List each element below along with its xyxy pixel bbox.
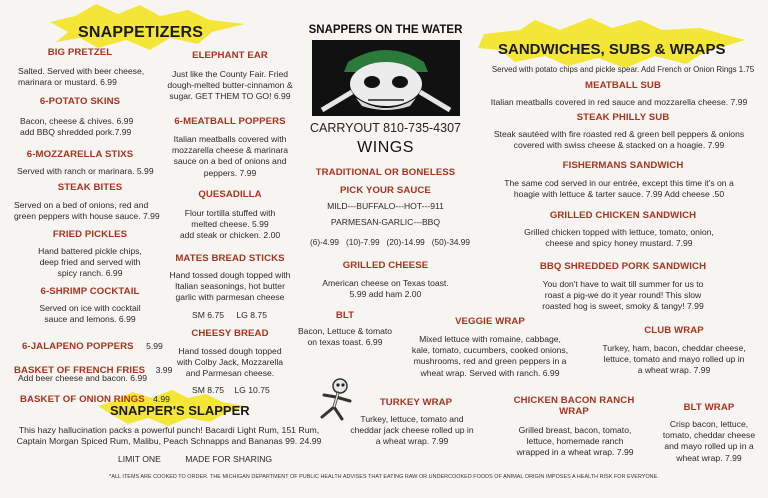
item-steak-philly bbox=[478, 112, 768, 123]
sandwiches-subtitle: Served with potato chips and pickle spear. Add French or Onion Rings 1.75 bbox=[491, 65, 755, 74]
item-desc: Italian meatballs covered in red sauce and mozzarella cheese. 7.99 bbox=[490, 97, 748, 107]
item-title: BLT WRAP bbox=[683, 402, 735, 413]
sauce-options bbox=[298, 201, 473, 228]
desc-line: melted cheese. 5.99 bbox=[191, 219, 269, 230]
desc-line: wheat wrap. 7.99 bbox=[676, 452, 742, 463]
slapper-header: SNAPPER'S SLAPPER bbox=[110, 403, 250, 418]
item-desc bbox=[470, 129, 768, 151]
desc-line: with Colby Jack, Mozzarella bbox=[176, 357, 284, 368]
item-desc bbox=[17, 166, 167, 177]
desc-line: wrapped in a wheat wrap. 7.99 bbox=[516, 447, 634, 458]
desc-line: You don't have to wait till summer for us to bbox=[542, 279, 704, 289]
item-title: TURKEY WRAP bbox=[379, 397, 453, 408]
sandwiches-header: SANDWICHES, SUBS & WRAPS bbox=[498, 41, 726, 58]
desc-line: Grilled chicken topped with lettuce, tomato, onion, bbox=[524, 227, 714, 237]
item-desc bbox=[155, 270, 305, 304]
desc-line: hoagie with lettuce & tarter sauce. 7.99 Add cheese .50 bbox=[513, 189, 725, 200]
sharing-note: MADE FOR SHARING bbox=[185, 454, 273, 464]
item-chicken-bacon-ranch-wrap bbox=[504, 395, 644, 417]
desc-line: Turkey, lettuce, tomato and bbox=[360, 414, 464, 424]
item-desc bbox=[14, 200, 174, 222]
desc-line: lettuce, tomato and mayo rolled up in bbox=[603, 354, 745, 365]
desc-line: peppers. 7.99 bbox=[203, 167, 257, 178]
desc-line: Grilled breast, bacon, tomato, bbox=[518, 425, 632, 435]
desc-line: Served with ranch or marinara. 5.99 bbox=[17, 166, 154, 176]
restaurant-title: SNAPPERS ON THE WATER bbox=[308, 24, 463, 36]
item-mozzarella-stixs bbox=[0, 149, 160, 160]
desc-line: Steak sautéed with fire roasted red & green bell peppers & onions bbox=[493, 129, 745, 139]
desc-line: roast a pig-we do it year round! This slow bbox=[544, 290, 702, 301]
desc-line: mushrooms, red and green peppers in a bbox=[413, 356, 567, 367]
item-desc bbox=[0, 303, 180, 325]
item-desc bbox=[500, 425, 650, 459]
item-meatball-poppers bbox=[165, 116, 295, 127]
item-size-prices bbox=[192, 310, 267, 321]
item-title: BIG PRETZEL bbox=[47, 47, 113, 58]
item-title: 6-POTATO SKINS bbox=[39, 96, 121, 107]
desc-line: wheat wrap. Served with ranch. 6.99 bbox=[420, 367, 560, 378]
item-title: FISHERMANS SANDWICH bbox=[562, 160, 684, 171]
item-shrimp-cocktail bbox=[0, 286, 180, 297]
item-big-pretzel bbox=[0, 47, 160, 58]
item-bbq-pork bbox=[478, 261, 768, 272]
carryout-phone: CARRYOUT 810-735-4307 bbox=[309, 121, 461, 135]
desc-line: Hand tossed dough topped bbox=[178, 346, 282, 356]
item-title: ELEPHANT EAR bbox=[192, 50, 268, 61]
item-title: WRAP bbox=[559, 406, 589, 417]
item-blt-wrap bbox=[654, 402, 764, 413]
item-bread-sticks bbox=[160, 253, 300, 264]
desc-line: cheese and spicy honey mustard. 7.99 bbox=[545, 238, 693, 249]
item-cheesy-bread bbox=[165, 328, 295, 339]
wing-price: (10)-7.99 bbox=[345, 237, 380, 247]
desc-line: mozzarella cheese & marinara bbox=[171, 145, 289, 156]
desc-line: Hand battered pickle chips, bbox=[38, 246, 142, 256]
item-desc bbox=[160, 208, 300, 242]
item-price: 4.99 bbox=[153, 394, 170, 404]
item-title: 6-JALAPENO POPPERS bbox=[22, 341, 134, 352]
item-title: FRIED PICKLES bbox=[52, 229, 128, 240]
item-desc bbox=[470, 227, 768, 249]
desc-line: tomato, cheddar cheese bbox=[662, 430, 756, 441]
desc-line: Italian meatballs covered with bbox=[173, 134, 287, 144]
slapper-desc bbox=[4, 425, 334, 447]
item-title: 6-MEATBALL POPPERS bbox=[174, 116, 286, 127]
item-desc bbox=[478, 279, 768, 313]
pick-sauce-label: PICK YOUR SAUCE bbox=[340, 185, 431, 196]
item-title: CLUB WRAP bbox=[644, 325, 704, 336]
desc-line: deep fried and served with bbox=[39, 257, 141, 268]
item-elephant-ear bbox=[165, 50, 295, 61]
desc-line: Crisp bacon, lettuce, bbox=[669, 419, 749, 429]
item-grilled-cheese bbox=[298, 260, 473, 271]
item-quesadilla bbox=[165, 189, 295, 200]
item-desc bbox=[20, 116, 160, 138]
snappetizers-header: SNAPPETIZERS bbox=[78, 24, 204, 41]
desc-line: Bacon, cheese & chives. 6.99 bbox=[20, 116, 134, 126]
item-desc bbox=[160, 69, 300, 103]
desc-line: garlic with parmesan cheese bbox=[175, 292, 285, 303]
desc-line: dough-melted butter-cinnamon & bbox=[167, 80, 293, 91]
sauce-line: PARMESAN-GARLIC---BBQ bbox=[330, 217, 441, 228]
item-title: CHEESY BREAD bbox=[191, 328, 269, 339]
desc-line: Italian seasonings, hot butter bbox=[175, 281, 285, 292]
item-blt bbox=[290, 310, 400, 321]
item-desc bbox=[580, 343, 768, 377]
item-potato-skins bbox=[0, 96, 160, 107]
price-large: LG 10.75 bbox=[234, 385, 270, 395]
item-desc: Add beer cheese and bacon. 6.99 bbox=[18, 373, 148, 383]
item-jalapeno-poppers bbox=[22, 336, 163, 354]
item-desc bbox=[396, 334, 584, 379]
desc-line: and Parmesan cheese. bbox=[185, 368, 275, 379]
desc-line: Flour tortilla stuffed with bbox=[184, 208, 276, 218]
desc-line: American cheese on Texas toast. bbox=[322, 278, 449, 288]
item-desc bbox=[18, 66, 158, 88]
item-desc bbox=[160, 134, 300, 179]
item-turkey-wrap bbox=[356, 397, 476, 408]
item-desc bbox=[298, 278, 473, 300]
item-title: MATES BREAD STICKS bbox=[175, 253, 285, 264]
wing-prices bbox=[310, 237, 470, 248]
desc-line: green peppers with house sauce. 7.99 bbox=[14, 211, 160, 222]
wings-header: WINGS bbox=[357, 139, 414, 156]
item-title: BASKET OF FRENCH FRIES bbox=[14, 365, 146, 376]
item-desc bbox=[322, 414, 502, 448]
item-meatball-sub bbox=[478, 80, 768, 91]
wings-style-label: TRADITIONAL OR BONELESS bbox=[315, 167, 456, 178]
desc-line: kale, tomato, cucumbers, cooked onions, bbox=[411, 345, 569, 356]
price-large: LG 8.75 bbox=[236, 310, 267, 320]
wing-price: (50)-34.99 bbox=[431, 237, 470, 247]
desc-line: Salted. Served with beer cheese, bbox=[18, 66, 145, 76]
item-title: CHICKEN BACON RANCH bbox=[513, 395, 635, 406]
item-title: 6-SHRIMP COCKTAIL bbox=[40, 286, 140, 297]
item-desc bbox=[470, 178, 768, 200]
desc-line: a wheat wrap. 7.99 bbox=[637, 365, 711, 376]
item-title: BASKET OF ONION RINGS bbox=[20, 394, 145, 405]
skull-eye-left bbox=[364, 76, 380, 88]
item-club-wrap bbox=[580, 325, 768, 336]
desc-line: Captain Morgan Spiced Rum, Malibu, Peach Schnapps and Bananas 99. 24.99 bbox=[16, 436, 322, 447]
item-price: 5.99 bbox=[146, 341, 163, 351]
skull-eye-right bbox=[392, 76, 408, 88]
slapper-notes bbox=[118, 454, 272, 465]
item-title: 6-MOZZARELLA STIXS bbox=[26, 149, 134, 160]
item-title: QUESADILLA bbox=[198, 189, 262, 200]
desc-line: cheddar jack cheese rolled up in bbox=[350, 425, 474, 436]
desc-line: Mixed lettuce with romaine, cabbage, bbox=[419, 334, 561, 344]
item-title: GRILLED CHICKEN SANDWICH bbox=[549, 210, 697, 221]
item-desc bbox=[290, 326, 400, 348]
item-title: STEAK PHILLY SUB bbox=[576, 112, 670, 123]
sauce-line: MILD---BUFFALO---HOT---911 bbox=[327, 201, 444, 211]
item-desc bbox=[160, 346, 300, 380]
desc-line: Served on a bed of onions, red and bbox=[14, 200, 149, 210]
desc-line: sugar. GET THEM TO GO! 6.99 bbox=[169, 91, 291, 102]
item-fishermans bbox=[478, 160, 768, 171]
desc-line: spicy ranch. 6.99 bbox=[57, 268, 123, 279]
health-disclaimer: *ALL ITEMS ARE COOKED TO ORDER. THE MICHIGAN DEPARTMENT OF PUBLIC HEALTH ADVISES THAT EATING RAW OR UNDERCOOKED FOODS OF ANIMAL ORIGIN IMPOSES A HEALTH RISK FOR EVERYONE. bbox=[109, 474, 659, 480]
item-grilled-chicken bbox=[478, 210, 768, 221]
item-price: 3.99 bbox=[155, 365, 173, 375]
skull-logo bbox=[312, 40, 460, 116]
item-title: MEATBALL SUB bbox=[585, 80, 661, 91]
desc-line: sauce on a bed of onions and bbox=[173, 156, 287, 167]
desc-line: marinara or mustard. 6.99 bbox=[18, 77, 117, 88]
desc-line: on texas toast. 6.99 bbox=[307, 337, 383, 348]
item-title: STEAK BITES bbox=[57, 182, 123, 193]
desc-line: add steak or chicken. 2.00 bbox=[179, 230, 281, 241]
desc-line: roasted hog is sweet, smoky & tangy! 7.99 bbox=[542, 301, 704, 312]
item-title: BLT bbox=[335, 310, 355, 321]
desc-line: lettuce, homemade ranch bbox=[526, 436, 624, 447]
desc-line: Turkey, ham, bacon, cheddar cheese, bbox=[602, 343, 746, 353]
desc-line: Bacon, Lettuce & tomato bbox=[297, 326, 393, 336]
desc-line: add BBQ shredded pork.7.99 bbox=[20, 127, 132, 138]
wing-price: (20)-14.99 bbox=[386, 237, 425, 247]
wing-price: (6)-4.99 bbox=[310, 237, 340, 247]
desc-line: This hazy hallucination packs a powerful punch! Bacardi Light Rum, 151 Rum, bbox=[18, 425, 320, 435]
desc-line: sauce and lemons. 6.99 bbox=[44, 314, 136, 325]
item-title: BBQ SHREDDED PORK SANDWICH bbox=[539, 261, 707, 272]
desc-line: covered with swiss cheese & stacked on a hoagie. 7.99 bbox=[513, 140, 725, 151]
wings-style bbox=[298, 167, 473, 178]
item-title: VEGGIE WRAP bbox=[455, 316, 525, 327]
price-small: SM 6.75 bbox=[192, 310, 225, 320]
desc-line: Served on ice with cocktail bbox=[39, 303, 141, 313]
desc-line: Just like the County Fair. Fried bbox=[171, 69, 289, 79]
item-title: GRILLED CHEESE bbox=[342, 260, 429, 271]
item-size-prices bbox=[192, 385, 270, 396]
item-desc bbox=[650, 419, 768, 464]
desc-line: a wheat wrap. 7.99 bbox=[375, 436, 449, 447]
price-small: SM 8.75 bbox=[192, 385, 225, 395]
item-desc bbox=[0, 246, 180, 280]
item-steak-bites bbox=[0, 182, 180, 193]
desc-line: 5.99 add ham 2.00 bbox=[349, 289, 422, 300]
wings-pick-sauce bbox=[298, 185, 473, 196]
item-fried-pickles bbox=[0, 229, 180, 240]
item-veggie-wrap bbox=[400, 316, 580, 327]
desc-line: Hand tossed dough topped with bbox=[169, 270, 291, 280]
limit-note: LIMIT ONE bbox=[118, 454, 161, 464]
desc-line: The same cod served in our entrée, except this time it's on a bbox=[504, 178, 734, 188]
desc-line: and mayo rolled up in a bbox=[664, 441, 754, 452]
